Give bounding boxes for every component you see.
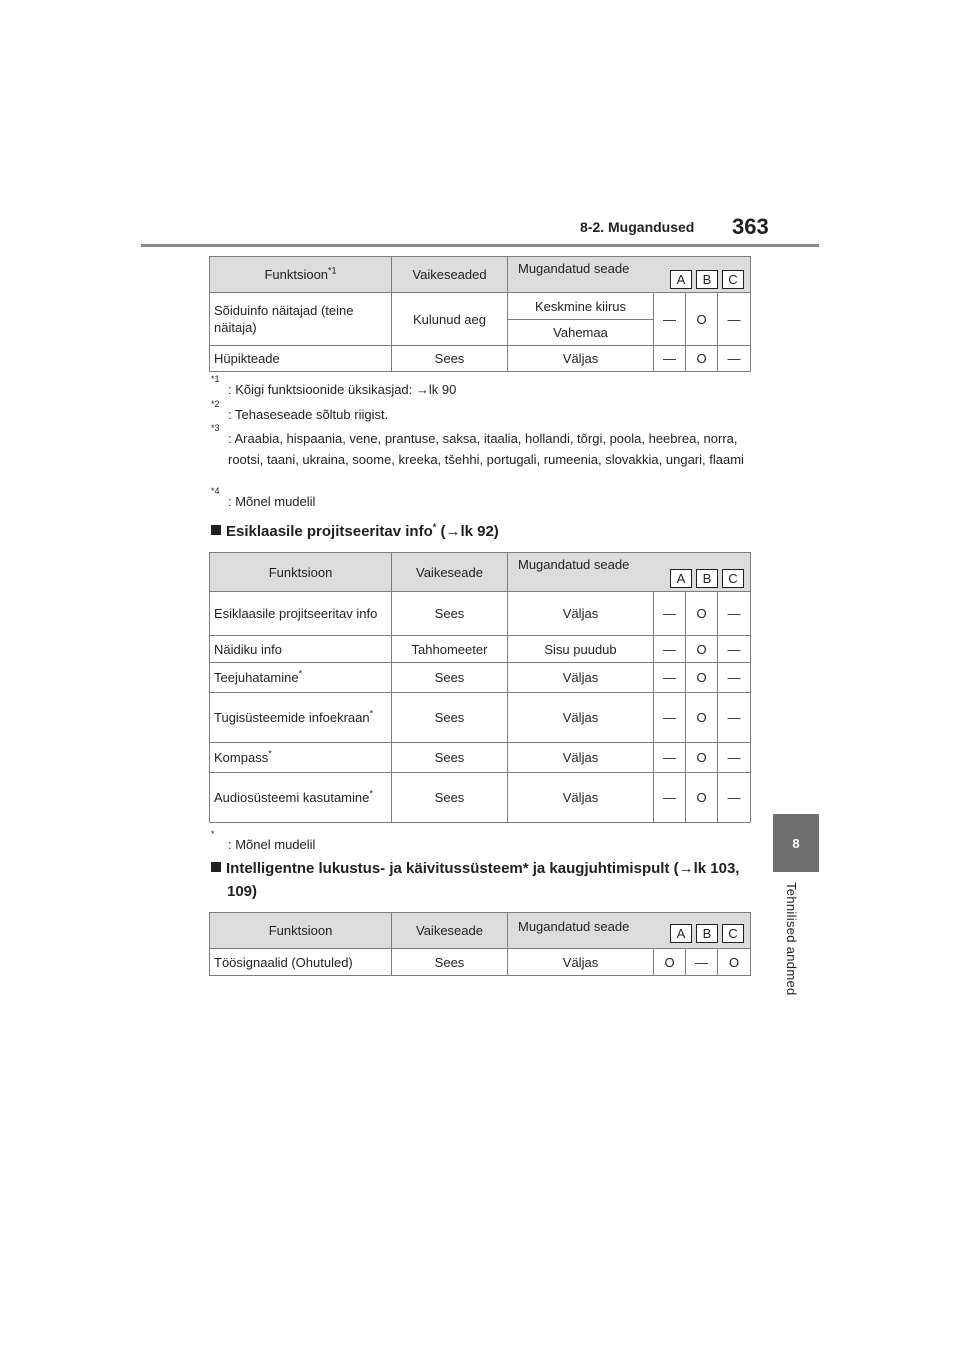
cell-default: Tahhomeeter	[392, 636, 508, 663]
cell-default: Kulunud aeg	[392, 293, 508, 346]
footnote: *4 : Mõnel mudelil	[211, 486, 316, 509]
cell-function: Kompass*	[210, 743, 392, 773]
header-default: Vaikeseade	[392, 913, 508, 949]
page-number: 363	[732, 214, 769, 239]
table-row	[210, 949, 751, 976]
header-function: Funktsioon$^{*1}$	[210, 257, 392, 293]
cell-b: O	[686, 743, 718, 773]
cell-default: Sees	[392, 949, 508, 976]
cell-b: O	[686, 636, 718, 663]
cell-b: O	[686, 293, 718, 346]
section-heading: Esiklaasile projitseeritav info* (→lk 92)	[211, 520, 756, 543]
footnote: *1 : Kõigi funktsioonide üksikasjad: →lk 90	[211, 374, 457, 397]
cell-c: —	[718, 693, 751, 743]
header-function: Funktsioon	[210, 553, 392, 592]
cell-function: Teejuhatamine*	[210, 663, 392, 693]
table-row	[210, 743, 751, 773]
cell-function: Sõiduinfo näitajad (teine näitaja)	[210, 293, 392, 346]
cell-b: O	[686, 592, 718, 636]
header-default: Vaikeseade	[392, 553, 508, 592]
table-row	[210, 636, 751, 663]
cell-function: Audiosüsteemi kasutamine*	[210, 773, 392, 823]
footnote: *2 : Tehaseseade sõltub riigist.	[211, 399, 389, 422]
badge-c: C	[722, 270, 744, 289]
cell-function: Esiklaasile projitseeritav info	[210, 592, 392, 636]
badge-b: B	[696, 924, 718, 943]
table-row	[210, 663, 751, 693]
table-row	[210, 773, 751, 823]
table-header-row	[210, 553, 751, 592]
cell-c: —	[718, 346, 751, 372]
cell-function: Tugisüsteemide infoekraan*	[210, 693, 392, 743]
cell-custom: Väljas	[508, 592, 654, 636]
cell-c: —	[718, 293, 751, 346]
table-header-row	[210, 913, 751, 949]
cell-b: O	[686, 773, 718, 823]
cell-a: —	[654, 346, 686, 372]
cell-function: Hüpikteade	[210, 346, 392, 372]
table-smart-key	[209, 912, 751, 976]
badge-b: B	[696, 569, 718, 588]
cell-a: —	[654, 636, 686, 663]
cell-c: —	[718, 743, 751, 773]
section-title: 8-2. Mugandused	[580, 219, 695, 235]
cell-b: O	[686, 663, 718, 693]
chapter-label: Tehnilised andmed	[784, 882, 799, 996]
cell-custom: Keskmine kiirus	[508, 293, 654, 320]
cell-default: Sees	[392, 592, 508, 636]
badge-c: C	[722, 569, 744, 588]
table-row	[210, 346, 751, 372]
header-divider	[141, 244, 819, 247]
cell-c: —	[718, 592, 751, 636]
cell-custom: Väljas	[508, 773, 654, 823]
header-custom: Mugandatud seade A B C	[508, 553, 751, 592]
cell-a: O	[654, 949, 686, 976]
header-custom: Mugandatud seade A B C	[508, 913, 751, 949]
footnote: * : Mõnel mudelil	[211, 829, 316, 852]
cell-c: —	[718, 663, 751, 693]
cell-b: O	[686, 693, 718, 743]
cell-default: Sees	[392, 773, 508, 823]
header-function: Funktsioon	[210, 913, 392, 949]
cell-c: O	[718, 949, 751, 976]
header-default: Vaikeseaded	[392, 257, 508, 293]
cell-a: —	[654, 592, 686, 636]
badge-a: A	[670, 270, 692, 289]
section-heading: Intelligentne lukustus- ja käivitussüsteem* ja kaugjuhtimispult (→lk 103, 109)	[211, 857, 772, 903]
cell-function: Töösignaalid (Ohutuled)	[210, 949, 392, 976]
table-row	[210, 592, 751, 636]
cell-default: Sees	[392, 693, 508, 743]
cell-custom: Vahemaa	[508, 320, 654, 346]
table-row	[210, 693, 751, 743]
footnote: *3 : Araabia, hispaania, vene, prantuse, saksa, itaalia, hollandi, tõrgi, poola, heebrea, norra, rootsi, taani, ukraina, soome, kreeka, tšehhi, portugali, rumeenia, slovakkia, ungari, flaami	[211, 423, 744, 467]
cell-custom: Väljas	[508, 693, 654, 743]
cell-a: —	[654, 293, 686, 346]
cell-custom: Sisu puudub	[508, 636, 654, 663]
cell-custom: Väljas	[508, 346, 654, 372]
cell-custom: Väljas	[508, 663, 654, 693]
badge-a: A	[670, 924, 692, 943]
cell-b: O	[686, 346, 718, 372]
cell-b: —	[686, 949, 718, 976]
bullet-square-icon	[211, 525, 221, 535]
cell-function: Näidiku info	[210, 636, 392, 663]
badge-c: C	[722, 924, 744, 943]
chapter-tab: 8	[773, 814, 819, 872]
header-custom: Mugandatud seade A B C	[508, 257, 751, 293]
table-row	[210, 293, 751, 320]
bullet-square-icon	[211, 862, 221, 872]
cell-default: Sees	[392, 663, 508, 693]
cell-default: Sees	[392, 346, 508, 372]
cell-a: —	[654, 743, 686, 773]
cell-default: Sees	[392, 743, 508, 773]
cell-a: —	[654, 663, 686, 693]
cell-a: —	[654, 693, 686, 743]
cell-a: —	[654, 773, 686, 823]
badge-a: A	[670, 569, 692, 588]
cell-custom: Väljas	[508, 743, 654, 773]
table-hud	[209, 552, 751, 823]
table-header-row	[210, 257, 751, 293]
badge-b: B	[696, 270, 718, 289]
table-trip-info	[209, 256, 751, 372]
cell-c: —	[718, 636, 751, 663]
cell-c: —	[718, 773, 751, 823]
cell-custom: Väljas	[508, 949, 654, 976]
